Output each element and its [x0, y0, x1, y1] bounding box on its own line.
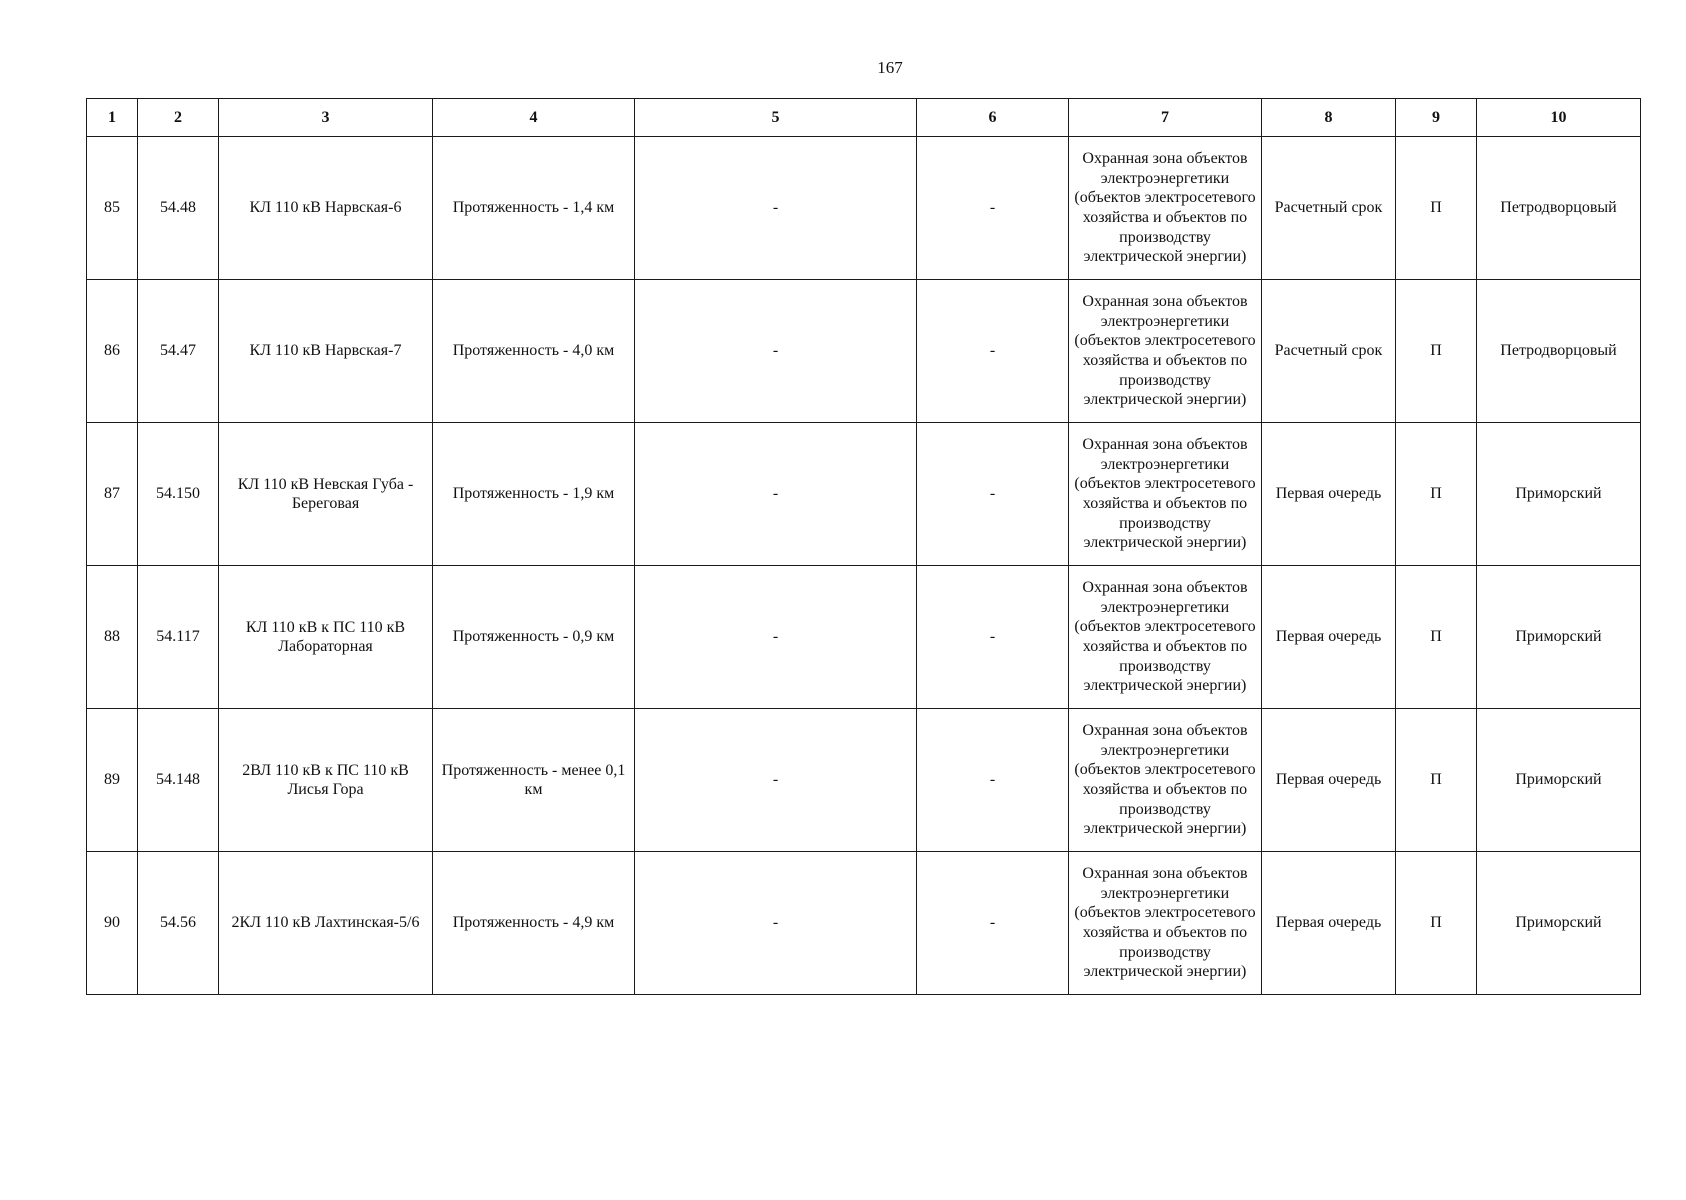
col5-value: -: [635, 280, 917, 423]
object-code: 54.150: [138, 423, 219, 566]
page-number: 167: [877, 58, 903, 77]
status: П: [1396, 852, 1477, 995]
header-col-5: 5: [635, 99, 917, 137]
row-number: 85: [87, 137, 138, 280]
header-col-6: 6: [917, 99, 1069, 137]
status: П: [1396, 280, 1477, 423]
object-length: Протяженность - 1,9 км: [433, 423, 635, 566]
object-length: Протяженность - 4,0 км: [433, 280, 635, 423]
col5-value: -: [635, 566, 917, 709]
table-row: [87, 709, 1641, 852]
object-code: 54.56: [138, 852, 219, 995]
zone-type: Охранная зона объектов электроэнергетики (объектов электросетевого хозяйства и объектов по производству электрической энергии): [1069, 423, 1262, 566]
row-number: 89: [87, 709, 138, 852]
zone-type: Охранная зона объектов электроэнергетики (объектов электросетевого хозяйства и объектов по производству электрической энергии): [1069, 280, 1262, 423]
col5-value: -: [635, 137, 917, 280]
status: П: [1396, 709, 1477, 852]
header-col-2: 2: [138, 99, 219, 137]
object-code: 54.48: [138, 137, 219, 280]
header-col-8: 8: [1262, 99, 1396, 137]
district: Приморский: [1477, 709, 1641, 852]
table-row: [87, 137, 1641, 280]
district: Приморский: [1477, 852, 1641, 995]
zone-type: Охранная зона объектов электроэнергетики (объектов электросетевого хозяйства и объектов по производству электрической энергии): [1069, 566, 1262, 709]
status: П: [1396, 137, 1477, 280]
registry-table: [86, 98, 1641, 995]
term: Первая очередь: [1262, 423, 1396, 566]
header-col-4: 4: [433, 99, 635, 137]
col6-value: -: [917, 709, 1069, 852]
term: Первая очередь: [1262, 709, 1396, 852]
object-code: 54.148: [138, 709, 219, 852]
row-number: 90: [87, 852, 138, 995]
object-name: КЛ 110 кВ Нарвская-6: [219, 137, 433, 280]
object-length: Протяженность - 1,4 км: [433, 137, 635, 280]
status: П: [1396, 566, 1477, 709]
row-number: 87: [87, 423, 138, 566]
district: Приморский: [1477, 566, 1641, 709]
object-code: 54.47: [138, 280, 219, 423]
object-name: КЛ 110 кВ Невская Губа - Береговая: [219, 423, 433, 566]
term: Первая очередь: [1262, 852, 1396, 995]
object-length: Протяженность - 0,9 км: [433, 566, 635, 709]
table-header: [87, 99, 1641, 137]
table-row: [87, 566, 1641, 709]
header-col-9: 9: [1396, 99, 1477, 137]
header-col-3: 3: [219, 99, 433, 137]
zone-type: Охранная зона объектов электроэнергетики (объектов электросетевого хозяйства и объектов по производству электрической энергии): [1069, 137, 1262, 280]
col6-value: -: [917, 423, 1069, 566]
object-name: КЛ 110 кВ к ПС 110 кВ Лабораторная: [219, 566, 433, 709]
row-number: 88: [87, 566, 138, 709]
col6-value: -: [917, 566, 1069, 709]
col5-value: -: [635, 852, 917, 995]
header-col-1: 1: [87, 99, 138, 137]
object-length: Протяженность - менее 0,1 км: [433, 709, 635, 852]
col5-value: -: [635, 423, 917, 566]
table-row: [87, 852, 1641, 995]
district: Петродворцовый: [1477, 137, 1641, 280]
col6-value: -: [917, 852, 1069, 995]
term: Расчетный срок: [1262, 280, 1396, 423]
district: Петродворцовый: [1477, 280, 1641, 423]
zone-type: Охранная зона объектов электроэнергетики (объектов электросетевого хозяйства и объектов по производству электрической энергии): [1069, 852, 1262, 995]
header-row: [87, 99, 1641, 137]
table-row: [87, 280, 1641, 423]
col6-value: -: [917, 137, 1069, 280]
col5-value: -: [635, 709, 917, 852]
term: Первая очередь: [1262, 566, 1396, 709]
table-body: [87, 137, 1641, 995]
object-code: 54.117: [138, 566, 219, 709]
term: Расчетный срок: [1262, 137, 1396, 280]
object-name: 2КЛ 110 кВ Лахтинская-5/6: [219, 852, 433, 995]
table-row: [87, 423, 1641, 566]
row-number: 86: [87, 280, 138, 423]
header-col-7: 7: [1069, 99, 1262, 137]
header-col-10: 10: [1477, 99, 1641, 137]
object-length: Протяженность - 4,9 км: [433, 852, 635, 995]
col6-value: -: [917, 280, 1069, 423]
district: Приморский: [1477, 423, 1641, 566]
object-name: 2ВЛ 110 кВ к ПС 110 кВ Лисья Гора: [219, 709, 433, 852]
object-name: КЛ 110 кВ Нарвская-7: [219, 280, 433, 423]
status: П: [1396, 423, 1477, 566]
zone-type: Охранная зона объектов электроэнергетики (объектов электросетевого хозяйства и объектов по производству электрической энергии): [1069, 709, 1262, 852]
